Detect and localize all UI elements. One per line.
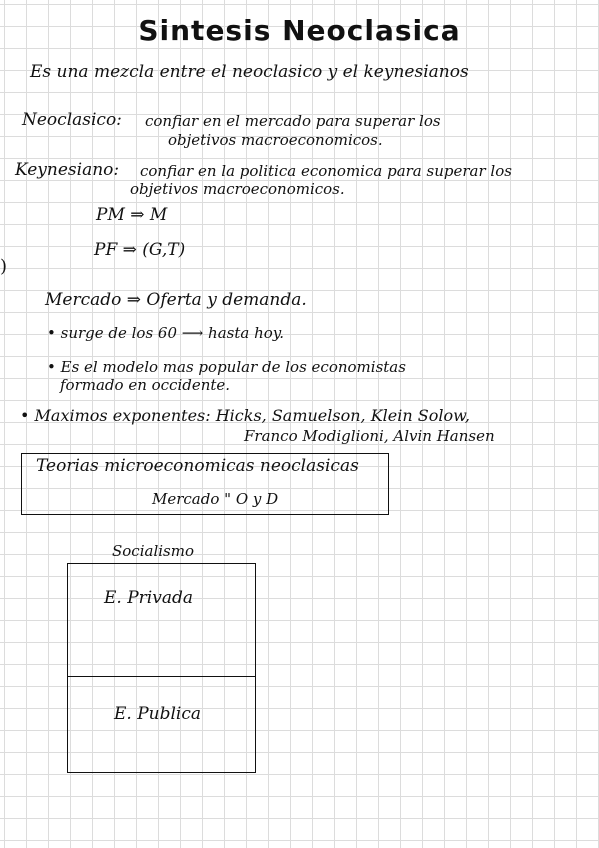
- exponentes-line2: Franco Modiglioni, Alvin Hansen: [244, 427, 495, 445]
- mercado-bullet-2-cont: formado en occidente.: [60, 376, 231, 394]
- keynesiano-line2: objetivos macroeconomicos.: [130, 180, 345, 198]
- teorias-mercado: Mercado " O y D: [152, 490, 279, 508]
- neoclasico-line1: confiar en el mercado para superar los: [145, 112, 441, 130]
- neoclasico-label: Neoclasico:: [22, 110, 122, 130]
- socialismo-table: [67, 563, 256, 773]
- mercado-bullet-1: • surge de los 60 ⟶ hasta hoy.: [47, 324, 285, 342]
- cell-privada: E. Privada: [104, 588, 193, 608]
- neoclasico-line2: objetivos macroeconomicos.: [168, 131, 383, 149]
- socialismo-title: Socialismo: [112, 542, 194, 560]
- mercado-bullet-2: • Es el modelo mas popular de los economistas: [47, 358, 406, 376]
- keynesiano-label: Keynesiano:: [15, 160, 120, 180]
- teorias-title: Teorias microeconomicas neoclasicas: [36, 456, 359, 476]
- formula-pm: PM ⇒ M: [96, 205, 168, 225]
- page-title: Sintesis Neoclasica: [138, 14, 461, 47]
- cell-publica: E. Publica: [114, 704, 202, 724]
- teorias-box: [21, 453, 389, 515]
- intro-line: Es una mezcla entre el neoclasico y el keynesianos: [30, 62, 469, 82]
- mercado-line: Mercado ⇒ Oferta y demanda.: [45, 290, 307, 310]
- exponentes-line1: • Maximos exponentes: Hicks, Samuelson, Klein Solow,: [20, 406, 470, 425]
- margin-mark: ): [0, 256, 8, 277]
- table-divider: [68, 676, 255, 677]
- keynesiano-line1: confiar en la politica economica para superar los: [140, 162, 512, 180]
- formula-pf: PF ⇒ (G,T): [94, 240, 186, 260]
